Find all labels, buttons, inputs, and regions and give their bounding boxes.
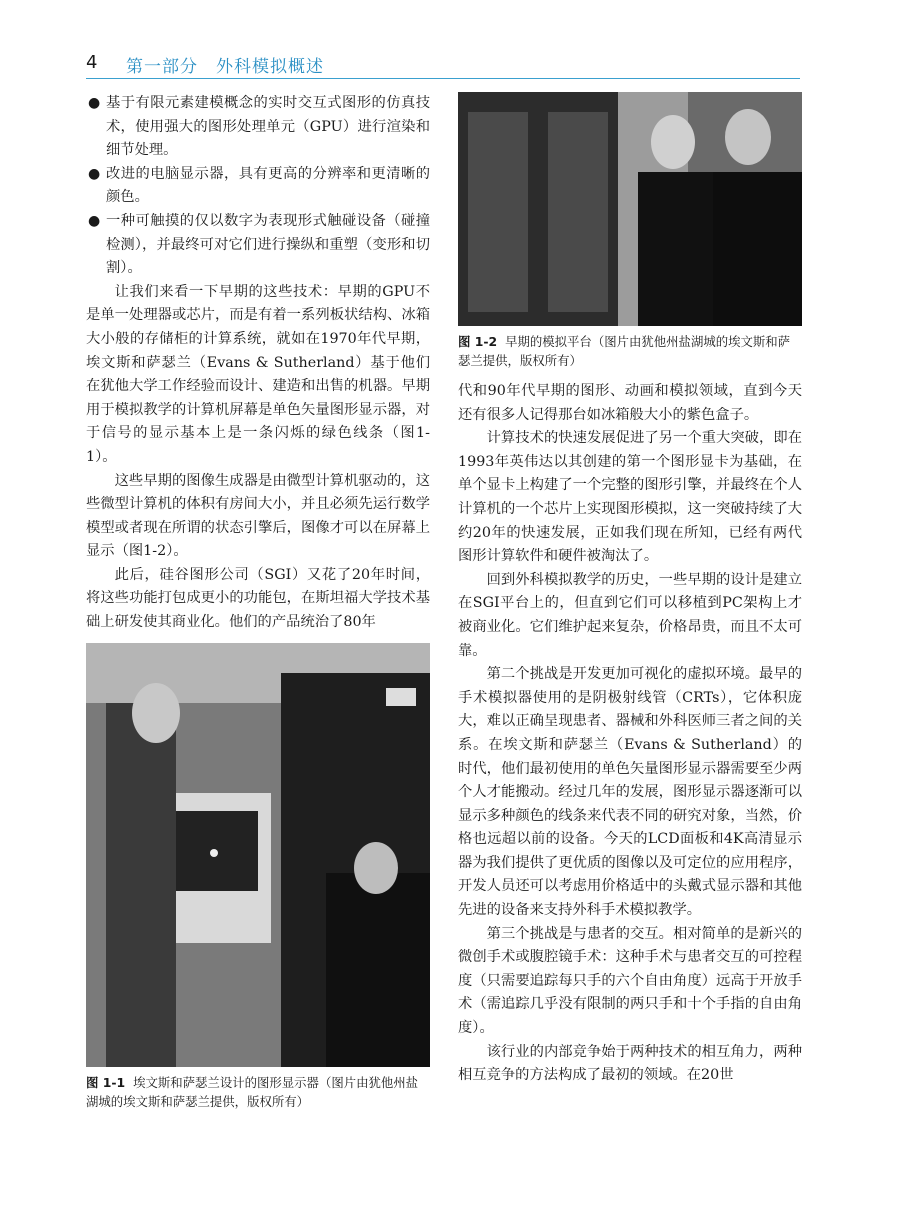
body-paragraph: 第三个挑战是与患者的交互。相对简单的是新兴的微创手术或腹腔镜手术：这种手术与患者交互的可控程度（只需要追踪每只手的六个自由角度）远高于开放手术（需追踪几乎没有限制的两只手和十个手指的自由角度）。 [458,925,802,1037]
page-header [86,52,800,79]
body-paragraph: 计算技术的快速发展促进了另一个重大突破，即在1993年英伟达以其创建的第一个图形显卡为基础，在单个显卡上构建了一个完整的图形引擎，并最终在个人计算机的一个芯片上实现图形模拟，这一突破持续了大约20年的快速发展，正如我们现在所知，已经有两代图形计算软件和硬件被淘汰了。 [458,430,802,565]
right-column [458,92,802,1088]
bullet-item: ● 一种可触摸的仅以数字为表现形式触碰设备（碰撞检测），并最终可对它们进行操纵和重塑（变形和切割）。 [86,210,430,281]
figure-1-1-photo [86,643,430,1067]
body-paragraph: 该行业的内部竞争始于两种技术的相互角力，两种相互竞争的方法构成了最初的领域。在20世 [458,1043,802,1084]
bullet-dot-icon: ● [88,212,101,229]
bullet-list [86,92,430,281]
body-paragraph: 第二个挑战是开发更加可视化的虚拟环境。最早的手术模拟器使用的是阴极射线管（CRTs），它体积庞大，难以正确呈现患者、器械和外科医师三者之间的关系。在埃文斯和萨瑟兰（Evans & Sutherland）的时代，他们最初使用的单色矢量图形显示器需要至少两个人才能搬动。经过几年的发展，图形显示器逐渐可以显示多种颜色的线条来代表不同的研究对象，当然，价格也远超以前的设备。今天的LCD面板和4K高清显示器为我们提供了更优质的图像以及可定位的应用程序，开发人员还可以考虑用价格适中的头戴式显示器和其他先进的设备来支持外科手术模拟教学。 [458,666,802,919]
figure-1-1-caption [86,1073,430,1111]
body-paragraph: 让我们来看一下早期的这些技术：早期的GPU不是单一处理器或芯片，而是有着一系列板状结构、冰箱大小般的存储柜的计算系统，就如在1970年代早期，埃文斯和萨瑟兰（Evans & Sutherland）基于他们在犹他大学工作经验而设计、建造和出售的机器。早期用于模拟教学的计算机屏幕是单色矢量图形显示器，对于信号的显示基本上是一条闪烁的绿色线条（图1-1）。 [86,283,430,465]
figure-1-2-photo [458,92,802,326]
bullet-dot-icon: ● [88,95,101,111]
caption-text: 早期的模拟平台（图片由犹他州盐湖城的埃文斯和萨瑟兰提供，版权所有） [458,334,791,368]
body-paragraph: 这些早期的图像生成器是由微型计算机驱动的，这些微型计算机的体积有房间大小，并且必须先运行数学模型或者现在所谓的状态引擎后，图像才可以在屏幕上显示（图1-2）。 [86,472,430,560]
section-title: 第一部分 外科模拟概述 [126,57,324,77]
figure-number: 图 1-1 [86,1074,126,1090]
bullet-dot-icon: ● [88,165,101,182]
figure-1-2-caption [458,332,802,370]
page-number: 4 [86,52,98,73]
left-column [86,92,430,1111]
bullet-item: ● 基于有限元素建模概念的实时交互式图形的仿真技术，使用强大的图形处理单元（GPU）进行渲染和细节处理。 [86,92,430,163]
body-paragraph: 此后，硅谷图形公司（SGI）又花了20年时间，将这些功能打包成更小的功能包，在斯坦福大学技术基础上研发使其商业化。他们的产品统治了80年 [86,566,430,631]
body-paragraph: 回到外科模拟教学的历史，一些早期的设计是建立在SGI平台上的，但直到它们可以移植到PC架构上才被商业化。它们维护起来复杂，价格昂贵，而且不太可靠。 [458,571,802,659]
bullet-item: ● 改进的电脑显示器，具有更高的分辨率和更清晰的颜色。 [86,163,430,210]
graphics-display-photo [86,643,430,1067]
simulation-platform-photo [458,92,802,326]
caption-text: 埃文斯和萨瑟兰设计的图形显示器（图片由犹他州盐湖城的埃文斯和萨瑟兰提供，版权所有） [86,1074,419,1109]
figure-number: 图 1-2 [458,334,498,349]
body-paragraph-continued: 代和90年代早期的图形、动画和模拟领域，直到今天还有很多人记得那台如冰箱般大小的紫色盒子。 [458,383,802,423]
